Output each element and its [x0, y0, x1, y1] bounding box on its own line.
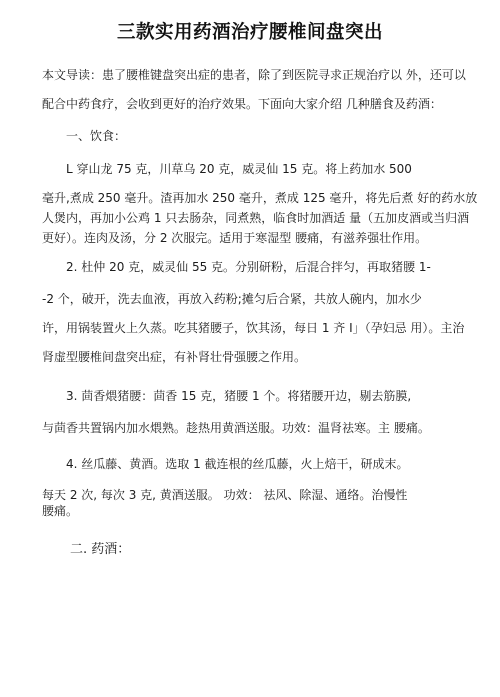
recipe-2-line-2: -2 个，破开，洗去血液，再放入药粉;摊匀后合紧，共放人碗内，加水少: [42, 292, 422, 306]
recipe-1-line-1: L 穿山龙 75 克，川草乌 20 克，威灵仙 15 克。将上药加水 500: [66, 162, 412, 176]
recipe-3-line-2: 与茴香共置锅内加水煨熟。趁热用黄酒送服。功效：温肾祛寒。主 腰痛。: [42, 421, 430, 435]
recipe-4-line-2: 每天 2 次, 每次 3 克, 黄酒送服。 功效： 祛风、除湿、通络。治慢性: [42, 488, 408, 502]
intro-line-1: 本文导读：患了腰椎键盘突出症的患者，除了到医院寻求正规治疗以 外，还可以: [42, 68, 466, 82]
recipe-2-line-3: 许，用锅装置火上久蒸。吃其猪腰子，饮其汤，每日 1 齐 I」（孕妇忌 用）。主治: [42, 321, 465, 335]
recipe-3-line-1: 3. 茴香煨猪腰：茴香 15 克，猪腰 1 个。将猪腰开边，剔去筋膜,: [66, 389, 412, 403]
recipe-4-line-1: 4. 丝瓜藤、黄酒。选取 1 截连根的丝瓜藤，火上焙干，研成末。: [66, 457, 409, 471]
recipe-4-line-3: 腰痛。: [42, 504, 79, 518]
intro-line-2: 配合中药食疗，会收到更好的治疗效果。下面向大家介绍 几种膳食及药酒：: [42, 97, 442, 111]
recipe-2-line-4: 肾虚型腰椎间盘突出症，有补肾壮骨强腰之作用。: [42, 350, 307, 364]
section-heading-medicinal-wine: 二. 药酒：: [70, 542, 131, 557]
recipe-1-line-2: 毫升,煮成 250 毫升。渣再加水 250 毫升，煮成 125 毫升，将先后煮 好的药水放: [42, 191, 478, 205]
section-heading-diet: 一、饮食：: [66, 129, 127, 143]
recipe-1-line-3: 人煲内，再加小公鸡 1 只去肠杂，同煮熟，临食时加酒适 量（五加皮酒或当归酒: [42, 211, 470, 225]
document-title: 三款实用药酒治疗腰椎间盘突出: [116, 22, 383, 43]
recipe-1-line-4: 更好）。连肉及汤，分 2 次服完。适用于寒湿型 腰痛，有滋养强壮作用。: [42, 231, 428, 245]
recipe-2-line-1: 2. 杜仲 20 克，威灵仙 55 克。分别研粉，后混合拌匀，再取猪腰 1-: [66, 260, 431, 274]
